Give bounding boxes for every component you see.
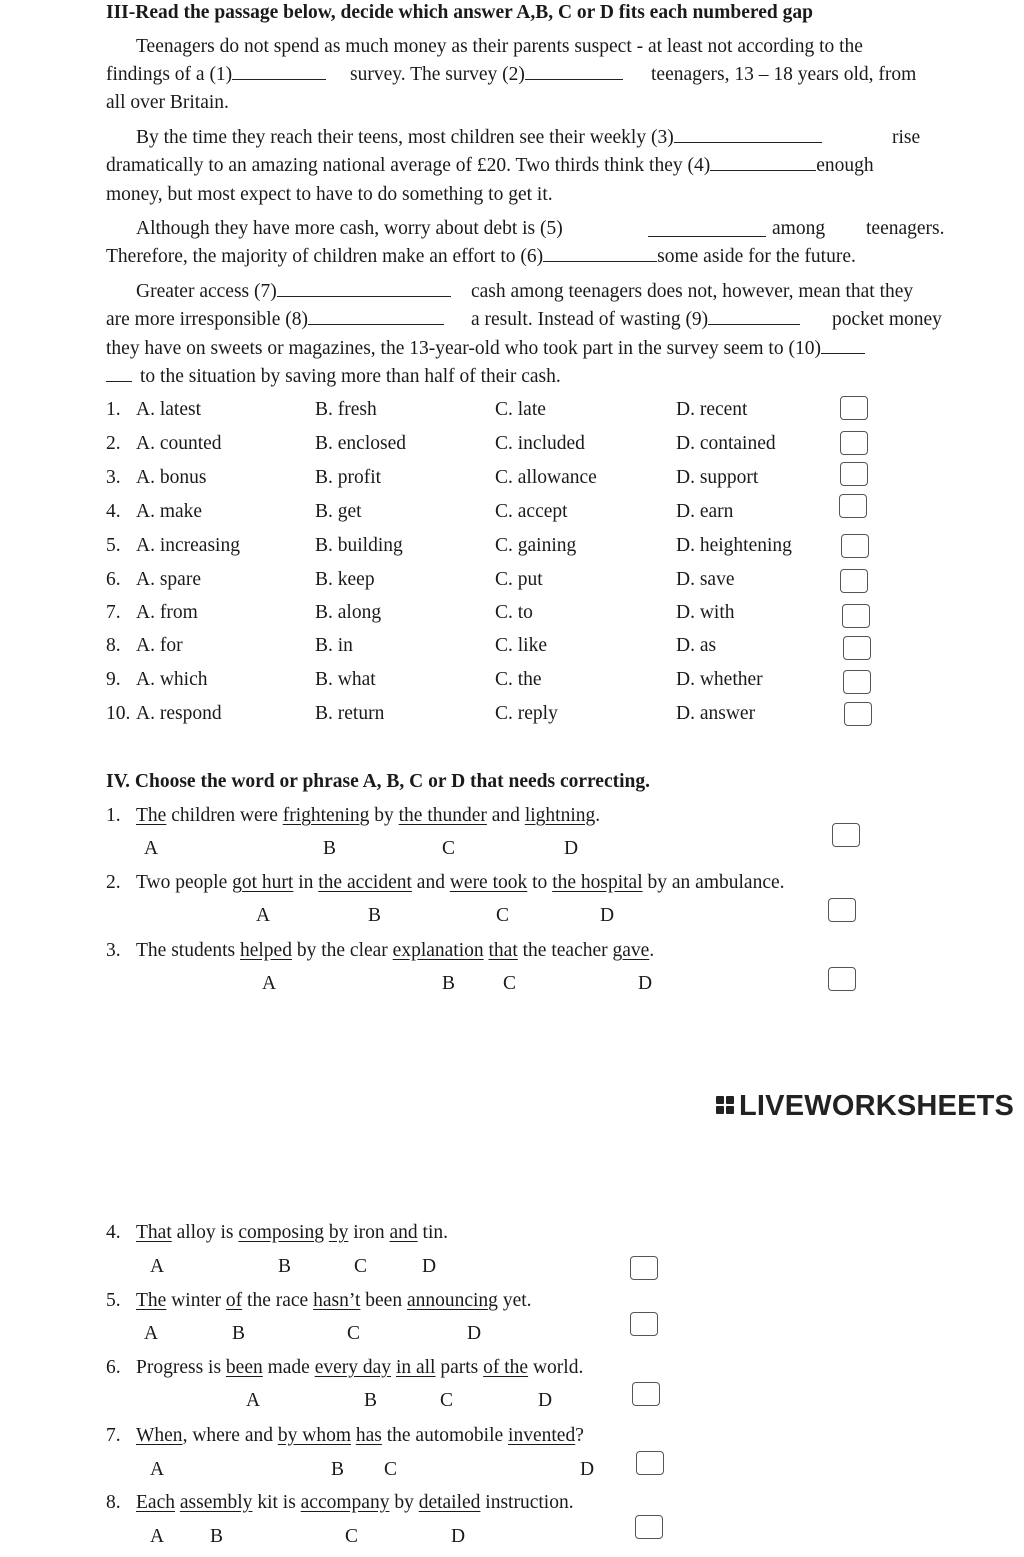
sentence bbox=[106, 1222, 448, 1244]
option-a: A. spare bbox=[136, 569, 201, 590]
underlined-segment: helped bbox=[239, 940, 292, 961]
sentence-text: , where and bbox=[182, 1425, 278, 1446]
sentence-text: . bbox=[649, 940, 655, 961]
option-a: A. increasing bbox=[136, 535, 240, 556]
underlined-segment: detailed bbox=[418, 1492, 481, 1513]
option-letter-d: D bbox=[467, 1323, 482, 1344]
question-number: 1. bbox=[106, 805, 121, 826]
answer-box[interactable] bbox=[844, 702, 872, 726]
answer-box[interactable] bbox=[636, 1451, 664, 1475]
sentence-text: iron bbox=[348, 1222, 390, 1243]
sentence-text: Progress is bbox=[136, 1357, 226, 1378]
sentence-text: the teacher bbox=[517, 940, 613, 961]
sentence bbox=[106, 940, 654, 962]
sentence-text: ? bbox=[575, 1425, 584, 1446]
passage-line: teenagers, 13 – 18 years old, from bbox=[651, 64, 917, 85]
sentence-text: by bbox=[369, 805, 399, 826]
passage-line: teenagers. bbox=[866, 218, 945, 239]
option-letter-b: B bbox=[364, 1390, 378, 1411]
passage-line: survey. The survey (2) bbox=[350, 64, 623, 86]
answer-box[interactable] bbox=[630, 1256, 658, 1280]
option-c: C. like bbox=[495, 635, 547, 656]
underlined-segment: been bbox=[225, 1357, 263, 1378]
answer-box[interactable] bbox=[828, 898, 856, 922]
option-letter-a: A bbox=[246, 1390, 261, 1411]
option-c: C. included bbox=[495, 433, 585, 454]
option-letter-b: B bbox=[232, 1323, 246, 1344]
option-letter-d: D bbox=[564, 838, 579, 859]
sentence-text: . bbox=[595, 805, 601, 826]
question-number: 8. bbox=[106, 1492, 121, 1513]
gap-5-blank bbox=[648, 236, 766, 237]
question-number: 7. bbox=[106, 602, 121, 623]
passage-line: to the situation by saving more than half of their cash. bbox=[106, 366, 561, 388]
sentence bbox=[106, 1357, 583, 1379]
underlined-segment: every day bbox=[314, 1357, 392, 1378]
underlined-segment: and bbox=[389, 1222, 418, 1243]
underlined-segment: announcing bbox=[406, 1290, 498, 1311]
underlined-segment: lightning bbox=[524, 805, 596, 826]
question-number: 6. bbox=[106, 1357, 121, 1378]
option-d: D. save bbox=[676, 569, 735, 590]
answer-box[interactable] bbox=[828, 967, 856, 991]
answer-box[interactable] bbox=[840, 462, 868, 486]
option-letter-d: D bbox=[600, 905, 615, 926]
question-number: 3. bbox=[106, 467, 121, 488]
sentence-text: been bbox=[360, 1290, 407, 1311]
underlined-segment: the thunder bbox=[398, 805, 487, 826]
sentence-text: alloy is bbox=[171, 1222, 239, 1243]
passage-line: cash among teenagers does not, however, mean that they bbox=[471, 281, 914, 302]
passage-line: Therefore, the majority of children make an effort to (6) some aside for the future. bbox=[106, 246, 856, 267]
passage-line: Although they have more cash, worry about debt is (5) bbox=[136, 218, 563, 239]
option-a: A. which bbox=[136, 669, 208, 690]
underlined-segment: invented bbox=[508, 1425, 576, 1446]
option-d: D. contained bbox=[676, 433, 776, 454]
underlined-segment: accompany bbox=[300, 1492, 390, 1513]
option-b: B. keep bbox=[315, 569, 375, 590]
underlined-segment: got hurt bbox=[232, 872, 294, 893]
sentence-text: the race bbox=[242, 1290, 314, 1311]
option-a: A. make bbox=[136, 501, 203, 522]
underlined-segment: Each bbox=[136, 1492, 175, 1513]
underlined-segment: of bbox=[225, 1290, 243, 1311]
option-letter-d: D bbox=[638, 973, 653, 994]
sentence bbox=[106, 1492, 574, 1514]
option-letter-a: A bbox=[144, 1323, 159, 1344]
option-letter-d: D bbox=[580, 1459, 595, 1480]
underlined-segment: by bbox=[328, 1222, 349, 1243]
underlined-segment: were took bbox=[449, 872, 528, 893]
answer-box[interactable] bbox=[832, 823, 860, 847]
passage-line: By the time they reach their teens, most children see their weekly (3) bbox=[136, 127, 822, 149]
option-letter-a: A bbox=[150, 1526, 165, 1547]
option-letter-a: A bbox=[150, 1459, 165, 1480]
sentence-text: the automobile bbox=[381, 1425, 509, 1446]
answer-box[interactable] bbox=[635, 1515, 663, 1539]
option-letter-b: B bbox=[323, 838, 337, 859]
sentence-text: by an ambulance. bbox=[642, 872, 785, 893]
answer-box[interactable] bbox=[843, 636, 871, 660]
question-number: 7. bbox=[106, 1425, 121, 1446]
sentence bbox=[106, 872, 785, 894]
passage-line: money, but most expect to have to do something to get it. bbox=[106, 184, 553, 205]
question-number: 9. bbox=[106, 669, 121, 690]
option-c: C. accept bbox=[495, 501, 568, 522]
passage-line: among bbox=[772, 218, 826, 239]
underlined-segment: the hospital bbox=[552, 872, 643, 893]
sentence-text: by the clear bbox=[291, 940, 393, 961]
underlined-segment: composing bbox=[238, 1222, 324, 1243]
option-letter-d: D bbox=[538, 1390, 553, 1411]
option-b: B. building bbox=[315, 535, 403, 556]
sentence-text: The students bbox=[136, 940, 240, 961]
option-letter-b: B bbox=[442, 973, 456, 994]
option-c: C. put bbox=[495, 569, 543, 590]
option-b: B. enclosed bbox=[315, 433, 406, 454]
passage-line: dramatically to an amazing national average of £20. Two thirds think they (4) enough bbox=[106, 155, 874, 176]
underlined-segment: frightening bbox=[282, 805, 370, 826]
option-letter-c: C bbox=[440, 1390, 454, 1411]
option-letter-b: B bbox=[331, 1459, 345, 1480]
question-number: 4. bbox=[106, 1222, 121, 1243]
option-letter-c: C bbox=[347, 1323, 361, 1344]
underlined-segment: When bbox=[136, 1425, 183, 1446]
option-letter-c: C bbox=[496, 905, 510, 926]
underlined-segment: has bbox=[355, 1425, 382, 1446]
passage-line: Greater access (7) bbox=[136, 281, 451, 303]
question-number: 5. bbox=[106, 535, 121, 556]
option-d: D. with bbox=[676, 602, 735, 623]
underlined-segment: That bbox=[136, 1222, 172, 1243]
option-letter-b: B bbox=[210, 1526, 224, 1547]
sentence-text: in bbox=[293, 872, 319, 893]
option-d: D. whether bbox=[676, 669, 763, 690]
option-letter-b: B bbox=[278, 1256, 292, 1277]
option-c: C. to bbox=[495, 602, 533, 623]
option-letter-a: A bbox=[262, 973, 277, 994]
passage-line: they have on sweets or magazines, the 13-year-old who took part in the survey seem to (10) bbox=[106, 338, 865, 360]
question-number: 5. bbox=[106, 1290, 121, 1311]
option-letter-c: C bbox=[384, 1459, 398, 1480]
option-a: A. latest bbox=[136, 399, 201, 420]
sentence bbox=[106, 1290, 532, 1312]
option-d: D. as bbox=[676, 635, 717, 656]
underlined-segment: assembly bbox=[179, 1492, 253, 1513]
option-b: B. what bbox=[315, 669, 376, 690]
option-d: D. earn bbox=[676, 501, 734, 522]
option-b: B. return bbox=[315, 703, 385, 724]
option-c: C. late bbox=[495, 399, 546, 420]
underlined-segment: The bbox=[136, 805, 167, 826]
question-number: 8. bbox=[106, 635, 121, 656]
sentence-text: made bbox=[262, 1357, 315, 1378]
option-letter-a: A bbox=[256, 905, 271, 926]
answer-box[interactable] bbox=[842, 604, 870, 628]
question-number: 6. bbox=[106, 569, 121, 590]
option-letter-d: D bbox=[422, 1256, 437, 1277]
answer-box[interactable] bbox=[840, 431, 868, 455]
sentence bbox=[106, 805, 600, 827]
sentence-text: yet. bbox=[497, 1290, 532, 1311]
question-number: 2. bbox=[106, 433, 121, 454]
sentence-text: children were bbox=[166, 805, 283, 826]
option-letter-a: A bbox=[150, 1256, 165, 1277]
sentence-text: and bbox=[486, 805, 525, 826]
sentence bbox=[106, 1425, 584, 1447]
option-letter-b: B bbox=[368, 905, 382, 926]
sentence-text: and bbox=[411, 872, 450, 893]
answer-box[interactable] bbox=[843, 670, 871, 694]
option-a: A. respond bbox=[136, 703, 222, 724]
sentence-text: world. bbox=[528, 1357, 584, 1378]
option-b: B. get bbox=[315, 501, 362, 522]
option-letter-a: A bbox=[144, 838, 159, 859]
sentence-text: Two people bbox=[136, 872, 233, 893]
answer-box[interactable] bbox=[630, 1312, 658, 1336]
option-b: B. along bbox=[315, 602, 382, 623]
option-d: D. answer bbox=[676, 703, 756, 724]
option-d: D. heightening bbox=[676, 535, 792, 556]
passage-line: are more irresponsible (8) bbox=[106, 309, 444, 331]
section-3-heading: III-Read the passage below, decide which answer A,B, C or D fits each numbered gap bbox=[106, 2, 813, 23]
option-letter-c: C bbox=[503, 973, 517, 994]
underlined-segment: that bbox=[488, 940, 518, 961]
underlined-segment: in all bbox=[395, 1357, 436, 1378]
underlined-segment: by whom bbox=[277, 1425, 351, 1446]
option-letter-c: C bbox=[345, 1526, 359, 1547]
section-4-heading: IV. Choose the word or phrase A, B, C or D that needs correcting. bbox=[106, 771, 651, 792]
option-c: C. gaining bbox=[495, 535, 577, 556]
option-a: A. bonus bbox=[136, 467, 207, 488]
answer-box[interactable] bbox=[840, 569, 868, 593]
option-a: A. from bbox=[136, 602, 198, 623]
answer-box[interactable] bbox=[840, 396, 868, 420]
liveworksheets-logo-icon bbox=[716, 1096, 736, 1116]
option-b: B. profit bbox=[315, 467, 382, 488]
sentence-text: by bbox=[389, 1492, 419, 1513]
sentence-text: winter bbox=[166, 1290, 226, 1311]
underlined-segment: hasn’t bbox=[313, 1290, 361, 1311]
option-a: A. counted bbox=[136, 433, 222, 454]
sentence-text: kit is bbox=[252, 1492, 301, 1513]
underlined-segment: gave bbox=[612, 940, 650, 961]
option-letter-c: C bbox=[354, 1256, 368, 1277]
passage-line: rise bbox=[892, 127, 921, 148]
option-d: D. recent bbox=[676, 399, 748, 420]
passage-line: pocket money bbox=[832, 309, 942, 330]
question-number: 10. bbox=[106, 703, 131, 724]
question-number: 2. bbox=[106, 872, 121, 893]
sentence-text: parts bbox=[435, 1357, 484, 1378]
passage-line: Teenagers do not spend as much money as their parents suspect - at least not according to the bbox=[136, 36, 863, 57]
liveworksheets-logo: LIVEWORKSHEETS bbox=[716, 1090, 1014, 1123]
answer-box[interactable] bbox=[841, 534, 869, 558]
option-b: B. fresh bbox=[315, 399, 377, 420]
question-number: 4. bbox=[106, 501, 121, 522]
sentence-text: instruction. bbox=[480, 1492, 574, 1513]
passage-line: a result. Instead of wasting (9) bbox=[471, 309, 800, 331]
option-b: B. in bbox=[315, 635, 353, 656]
passage-line: all over Britain. bbox=[106, 92, 229, 113]
option-letter-d: D bbox=[451, 1526, 466, 1547]
sentence-text: to bbox=[527, 872, 553, 893]
passage-line: findings of a (1) bbox=[106, 64, 326, 86]
option-d: D. support bbox=[676, 467, 759, 488]
underlined-segment: of the bbox=[483, 1357, 529, 1378]
question-number: 1. bbox=[106, 399, 121, 420]
question-number: 3. bbox=[106, 940, 121, 961]
option-c: C. reply bbox=[495, 703, 558, 724]
option-c: C. the bbox=[495, 669, 542, 690]
underlined-segment: explanation bbox=[392, 940, 484, 961]
sentence-text: tin. bbox=[417, 1222, 448, 1243]
option-letter-c: C bbox=[442, 838, 456, 859]
underlined-segment: The bbox=[136, 1290, 167, 1311]
option-c: C. allowance bbox=[495, 467, 597, 488]
underlined-segment: the accident bbox=[318, 872, 412, 893]
answer-box[interactable] bbox=[839, 494, 867, 518]
answer-box[interactable] bbox=[632, 1382, 660, 1406]
option-a: A. for bbox=[136, 635, 183, 656]
